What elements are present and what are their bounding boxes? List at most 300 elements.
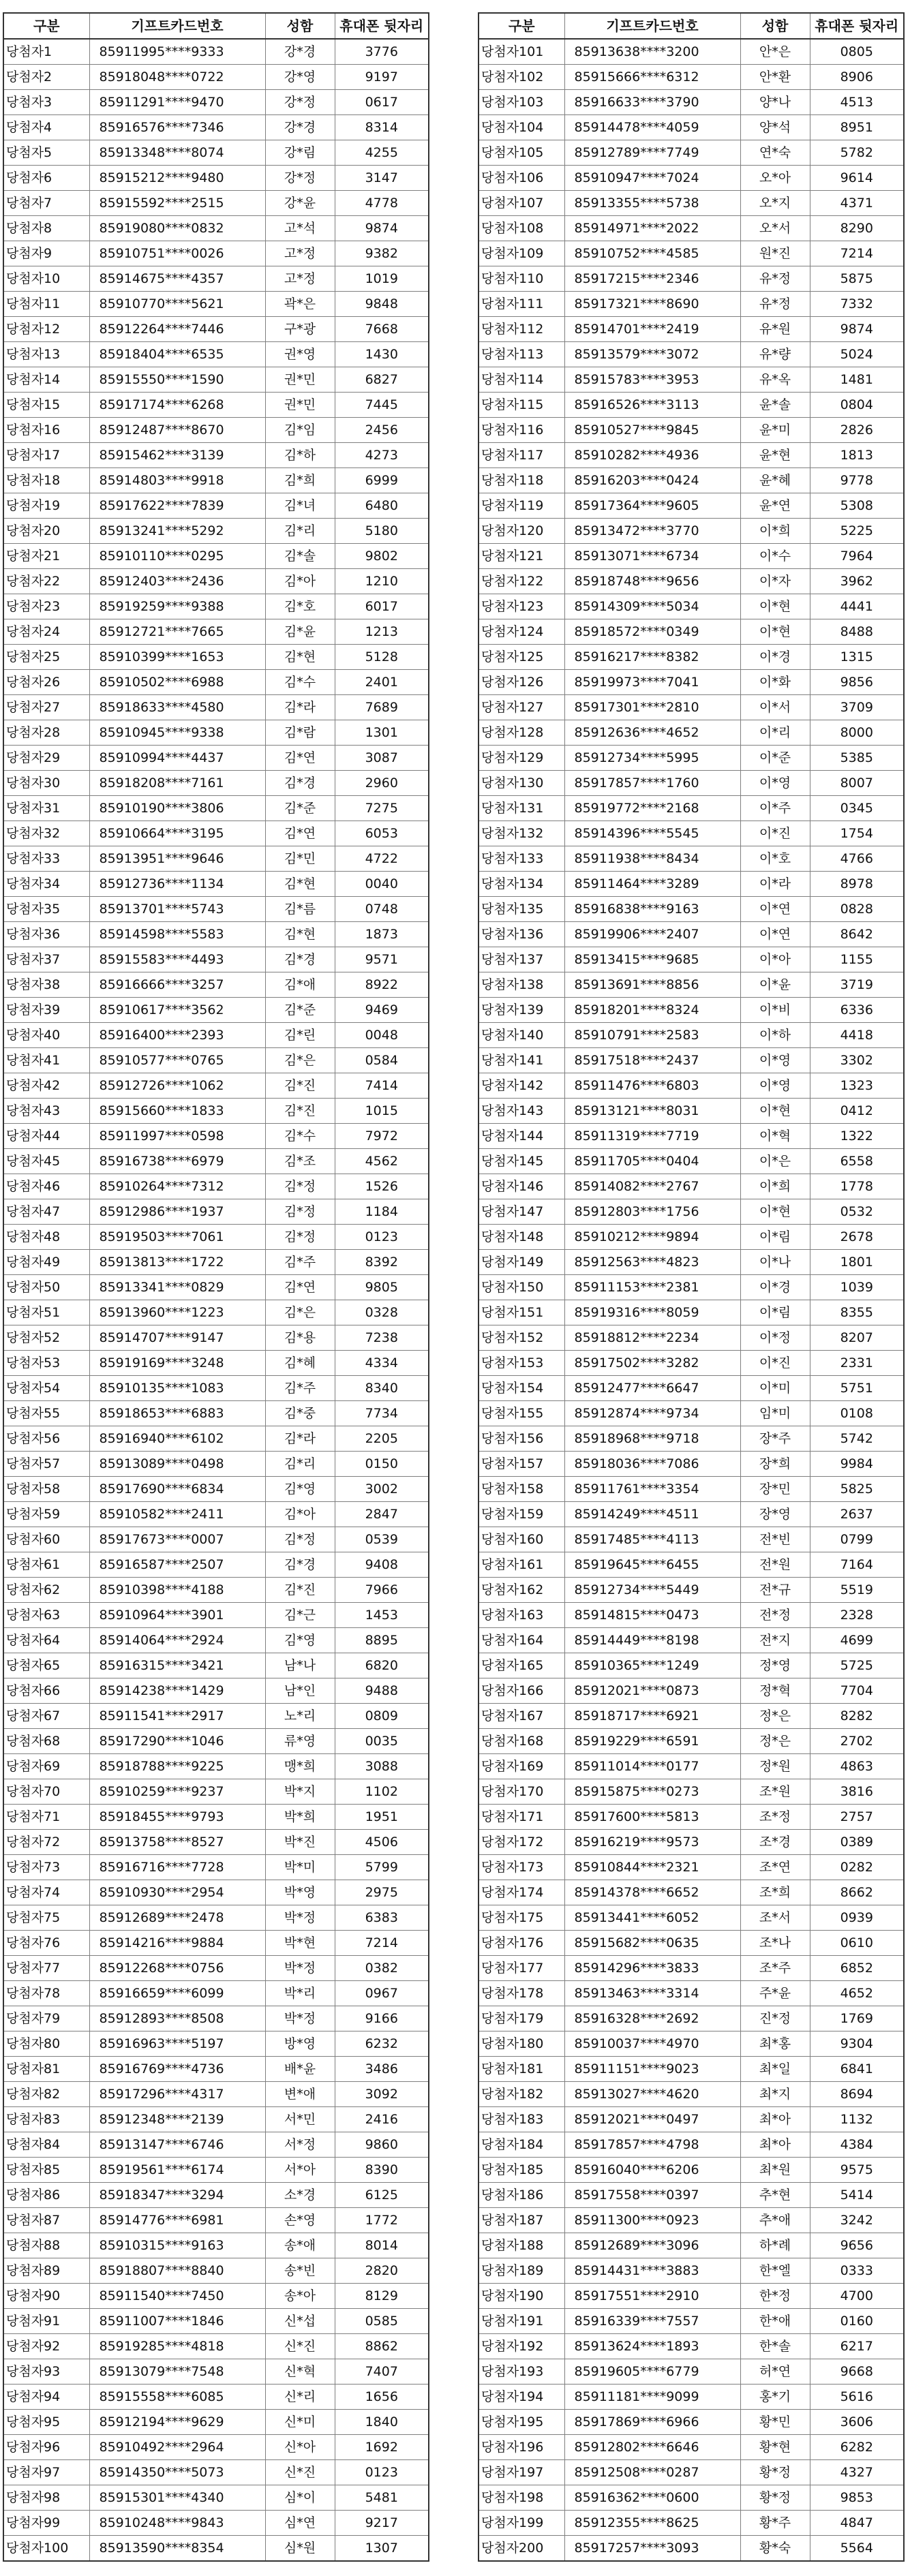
phone-last-digits: 5225 [810,519,904,544]
phone-last-digits: 3776 [335,39,429,65]
giftcard-number: 85917622****7839 [89,493,265,519]
giftcard-number: 85918812****2234 [564,1325,740,1351]
giftcard-number: 85913079****7548 [89,2359,265,2385]
winner-name: 이*현 [740,594,810,619]
winner-label: 당첨자75 [3,1905,89,1931]
giftcard-number: 85912355****8625 [564,2511,740,2536]
winner-label: 당첨자113 [479,342,564,367]
giftcard-number: 85916362****0600 [564,2485,740,2511]
winner-name: 오*지 [740,191,810,216]
winner-name: 김*혜 [265,1351,335,1376]
giftcard-number: 85917558****0397 [564,2183,740,2208]
winner-label: 당첨자159 [479,1502,564,1527]
winner-label: 당첨자117 [479,443,564,468]
winner-label: 당첨자162 [479,1578,564,1603]
table-row [479,1981,904,2006]
giftcard-number: 85911153****2381 [564,1275,740,1300]
winner-label: 당첨자175 [479,1905,564,1931]
phone-last-digits: 5385 [810,746,904,771]
winner-name: 김*리 [265,1452,335,1477]
winner-name: 남*인 [265,1678,335,1704]
winner-name: 홍*기 [740,2385,810,2410]
winner-name: 이*자 [740,569,810,594]
winner-name: 권*영 [265,342,335,367]
winner-label: 당첨자58 [3,1477,89,1502]
table-row [479,846,904,872]
table-row [3,191,429,216]
table-row [3,1376,429,1401]
giftcard-number: 85918404****6535 [89,342,265,367]
winner-label: 당첨자15 [3,393,89,418]
winner-label: 당첨자151 [479,1300,564,1325]
table-row [3,1502,429,1527]
table-row [3,796,429,821]
giftcard-number: 85916217****8382 [564,645,740,670]
table-row [3,1023,429,1048]
table-row [3,1628,429,1653]
winner-name: 한*솔 [740,2334,810,2359]
giftcard-number: 85912721****7665 [89,619,265,645]
phone-last-digits: 2702 [810,1729,904,1754]
giftcard-number: 85919316****8059 [564,1300,740,1325]
winner-name: 박*현 [265,1931,335,1956]
giftcard-number: 85911300****0923 [564,2208,740,2233]
winner-label: 당첨자130 [479,771,564,796]
table-row [479,241,904,266]
phone-last-digits: 9304 [810,2031,904,2057]
giftcard-number: 85918455****9793 [89,1805,265,1830]
table-row [479,1603,904,1628]
table-row [479,1073,904,1099]
table-row [479,2031,904,2057]
winner-label: 당첨자155 [479,1401,564,1426]
giftcard-number: 85917257****3093 [564,2536,740,2562]
phone-last-digits: 1015 [335,1099,429,1124]
table-row [479,2536,904,2562]
winner-label: 당첨자145 [479,1149,564,1174]
winner-label: 당첨자57 [3,1452,89,1477]
phone-last-digits: 4273 [335,443,429,468]
winner-name: 조*희 [740,1880,810,1905]
winner-label: 당첨자11 [3,292,89,317]
winner-name: 김*은 [265,1048,335,1073]
winner-name: 장*주 [740,1426,810,1452]
table-row [479,1779,904,1805]
phone-last-digits: 0532 [810,1199,904,1225]
header-category: 구분 [3,13,89,39]
table-row [479,1124,904,1149]
giftcard-number: 85918048****0722 [89,65,265,90]
winner-name: 이*리 [740,720,810,746]
phone-last-digits: 4562 [335,1149,429,1174]
table-row [479,695,904,720]
winner-name: 박*지 [265,1779,335,1805]
phone-last-digits: 4778 [335,191,429,216]
winner-name: 김*경 [265,947,335,972]
winner-label: 당첨자87 [3,2208,89,2233]
winner-label: 당첨자197 [479,2460,564,2485]
giftcard-number: 85910930****2954 [89,1880,265,1905]
giftcard-number: 85914082****2767 [564,1174,740,1199]
giftcard-number: 85913691****8856 [564,972,740,998]
phone-last-digits: 7972 [335,1124,429,1149]
table-row [3,619,429,645]
winner-name: 진*정 [740,2006,810,2031]
phone-last-digits: 9408 [335,1552,429,1578]
giftcard-number: 85910248****9843 [89,2511,265,2536]
winner-label: 당첨자47 [3,1199,89,1225]
winner-label: 당첨자90 [3,2284,89,2309]
phone-last-digits: 2637 [810,1502,904,1527]
phone-last-digits: 6217 [810,2334,904,2359]
giftcard-number: 85912736****1134 [89,872,265,897]
table-row [3,1981,429,2006]
table-row [3,1426,429,1452]
phone-last-digits: 1430 [335,342,429,367]
header-phone-last-digits: 휴대폰 뒷자리 [810,13,904,39]
table-row [3,998,429,1023]
table-row [3,2132,429,2158]
giftcard-number: 85914707****9147 [89,1325,265,1351]
winner-label: 당첨자94 [3,2385,89,2410]
phone-last-digits: 1155 [810,947,904,972]
winner-label: 당첨자84 [3,2132,89,2158]
winner-label: 당첨자190 [479,2284,564,2309]
winner-name: 김*현 [265,872,335,897]
winner-name: 강*정 [265,166,335,191]
winner-label: 당첨자29 [3,746,89,771]
table-row [479,1099,904,1124]
giftcard-number: 85914396****5545 [564,821,740,846]
winner-name: 이*현 [740,1199,810,1225]
winner-name: 이*나 [740,1250,810,1275]
winner-label: 당첨자166 [479,1678,564,1704]
winner-name: 김*린 [265,1023,335,1048]
giftcard-number: 85914431****3883 [564,2258,740,2284]
table-row [3,872,429,897]
table-row [3,140,429,166]
winner-label: 당첨자49 [3,1250,89,1275]
winner-name: 신*리 [265,2385,335,2410]
phone-last-digits: 1873 [335,922,429,947]
winner-label: 당첨자176 [479,1931,564,1956]
table-row [479,2385,904,2410]
giftcard-number: 85919259****9388 [89,594,265,619]
winner-name: 김*정 [265,1199,335,1225]
table-row [479,1426,904,1452]
table-row [3,1048,429,1073]
winner-name: 송*빈 [265,2258,335,2284]
giftcard-number: 85913147****6746 [89,2132,265,2158]
winner-name: 심*연 [265,2511,335,2536]
phone-last-digits: 3486 [335,2057,429,2082]
table-row [3,1452,429,1477]
giftcard-number: 85912021****0497 [564,2107,740,2132]
winner-name: 강*윤 [265,191,335,216]
phone-last-digits: 3147 [335,166,429,191]
phone-last-digits: 0048 [335,1023,429,1048]
winner-name: 김*주 [265,1250,335,1275]
phone-last-digits: 1307 [335,2536,429,2562]
winner-name: 조*나 [740,1931,810,1956]
phone-last-digits: 6017 [335,594,429,619]
winner-label: 당첨자189 [479,2258,564,2284]
winner-name: 한*정 [740,2284,810,2309]
winner-name: 김*조 [265,1149,335,1174]
winner-name: 고*정 [265,241,335,266]
giftcard-number: 85915301****4340 [89,2485,265,2511]
giftcard-number: 85912689****3096 [564,2233,740,2258]
winner-label: 당첨자143 [479,1099,564,1124]
winner-name: 김*정 [265,1225,335,1250]
table-row [479,1754,904,1779]
winner-label: 당첨자186 [479,2183,564,2208]
table-row [3,821,429,846]
table-row [3,1880,429,1905]
winner-name: 박*리 [265,1981,335,2006]
table-row [3,594,429,619]
winner-name: 조*연 [740,1855,810,1880]
phone-last-digits: 6480 [335,493,429,519]
winner-label: 당첨자108 [479,216,564,241]
phone-last-digits: 3002 [335,1477,429,1502]
table-row [479,1149,904,1174]
winner-label: 당첨자52 [3,1325,89,1351]
table-row [479,1628,904,1653]
table-row [3,266,429,292]
table-row [3,2359,429,2385]
table-row [479,544,904,569]
phone-last-digits: 8978 [810,872,904,897]
phone-last-digits: 3606 [810,2410,904,2435]
winner-name: 전*규 [740,1578,810,1603]
winner-label: 당첨자63 [3,1603,89,1628]
table-row [3,1477,429,1502]
phone-last-digits: 1778 [810,1174,904,1199]
giftcard-number: 85914776****6981 [89,2208,265,2233]
winner-label: 당첨자115 [479,393,564,418]
table-row [3,367,429,393]
giftcard-number: 85914249****4511 [564,1502,740,1527]
phone-last-digits: 9488 [335,1678,429,1704]
winner-name: 조*정 [740,1805,810,1830]
phone-last-digits: 8922 [335,972,429,998]
table-row [479,39,904,65]
winner-label: 당첨자66 [3,1678,89,1704]
winner-label: 당첨자32 [3,821,89,846]
giftcard-number: 85918633****4580 [89,695,265,720]
phone-last-digits: 0539 [335,1527,429,1552]
phone-last-digits: 8862 [335,2334,429,2359]
winner-name: 이*영 [740,1073,810,1099]
phone-last-digits: 0584 [335,1048,429,1073]
giftcard-number: 85913638****3200 [564,39,740,65]
winner-label: 당첨자77 [3,1956,89,1981]
winner-name: 김*용 [265,1325,335,1351]
phone-last-digits: 2401 [335,670,429,695]
winner-name: 노*리 [265,1704,335,1729]
winner-label: 당첨자188 [479,2233,564,2258]
phone-last-digits: 8906 [810,65,904,90]
giftcard-number: 85917502****3282 [564,1351,740,1376]
table-row [3,317,429,342]
giftcard-number: 85911540****7450 [89,2284,265,2309]
phone-last-digits: 8014 [335,2233,429,2258]
winner-name: 김*리 [265,519,335,544]
winner-name: 연*숙 [740,140,810,166]
giftcard-number: 85910398****4188 [89,1578,265,1603]
phone-last-digits: 1102 [335,1779,429,1805]
phone-last-digits: 9382 [335,241,429,266]
winner-label: 당첨자165 [479,1653,564,1678]
winner-label: 당첨자55 [3,1401,89,1426]
winner-label: 당첨자148 [479,1225,564,1250]
winner-label: 당첨자132 [479,821,564,846]
giftcard-number: 85916315****3421 [89,1653,265,1678]
table-row [3,1174,429,1199]
phone-last-digits: 8000 [810,720,904,746]
giftcard-number: 85918748****9656 [564,569,740,594]
winner-name: 김*람 [265,720,335,746]
header-phone-last-digits: 휴대폰 뒷자리 [335,13,429,39]
winner-name: 이*혁 [740,1124,810,1149]
giftcard-number: 85912487****8670 [89,418,265,443]
phone-last-digits: 0160 [810,2309,904,2334]
winner-name: 황*정 [740,2485,810,2511]
giftcard-number: 85916576****7346 [89,115,265,140]
winner-label: 당첨자122 [479,569,564,594]
table-row [479,1477,904,1502]
winner-name: 전*원 [740,1552,810,1578]
winner-label: 당첨자106 [479,166,564,191]
winner-name: 추*애 [740,2208,810,2233]
winner-name: 류*영 [265,1729,335,1754]
winner-label: 당첨자36 [3,922,89,947]
phone-last-digits: 3242 [810,2208,904,2233]
giftcard-number: 85911476****6803 [564,1073,740,1099]
giftcard-number: 85912636****4652 [564,720,740,746]
phone-last-digits: 3709 [810,695,904,720]
giftcard-number: 85918717****6921 [564,1704,740,1729]
winner-name: 강*영 [265,65,335,90]
table-row [479,1729,904,1754]
phone-last-digits: 7414 [335,1073,429,1099]
giftcard-number: 85911291****9470 [89,90,265,115]
phone-last-digits: 4384 [810,2132,904,2158]
phone-last-digits: 0389 [810,1830,904,1855]
giftcard-number: 85910945****9338 [89,720,265,746]
table-row [3,1124,429,1149]
phone-last-digits: 1210 [335,569,429,594]
giftcard-number: 85911541****2917 [89,1704,265,1729]
phone-last-digits: 8895 [335,1628,429,1653]
giftcard-number: 85914296****3833 [564,1956,740,1981]
phone-last-digits: 2678 [810,1225,904,1250]
table-header-row [479,13,904,39]
table-row [3,2435,429,2460]
winner-name: 고*석 [265,216,335,241]
giftcard-number: 85910259****9237 [89,1779,265,1805]
winner-name: 정*원 [740,1754,810,1779]
table-row [479,65,904,90]
phone-last-digits: 8951 [810,115,904,140]
giftcard-number: 85918347****3294 [89,2183,265,2208]
phone-last-digits: 0040 [335,872,429,897]
table-row [479,720,904,746]
winner-label: 당첨자4 [3,115,89,140]
phone-last-digits: 8207 [810,1325,904,1351]
giftcard-number: 85910264****7312 [89,1174,265,1199]
winner-label: 당첨자182 [479,2082,564,2107]
table-row [3,1225,429,1250]
phone-last-digits: 8662 [810,1880,904,1905]
giftcard-number: 85917296****4317 [89,2082,265,2107]
winner-name: 강*경 [265,115,335,140]
winner-label: 당첨자98 [3,2485,89,2511]
winner-label: 당첨자3 [3,90,89,115]
table-row [479,1199,904,1225]
table-row [479,1855,904,1880]
winner-label: 당첨자43 [3,1099,89,1124]
winner-name: 윤*연 [740,493,810,519]
table-row [3,39,429,65]
winner-name: 조*주 [740,1956,810,1981]
giftcard-number: 85915783****3953 [564,367,740,393]
giftcard-number: 85914815****0473 [564,1603,740,1628]
winner-name: 김*정 [265,1527,335,1552]
table-row [3,645,429,670]
giftcard-number: 85912734****5995 [564,746,740,771]
table-row [479,1250,904,1275]
phone-last-digits: 5308 [810,493,904,519]
winner-label: 당첨자149 [479,1250,564,1275]
winner-label: 당첨자71 [3,1805,89,1830]
winner-name: 김*수 [265,1124,335,1149]
table-row [3,1552,429,1578]
winner-label: 당첨자16 [3,418,89,443]
giftcard-number: 85913241****5292 [89,519,265,544]
giftcard-number: 85915875****0273 [564,1779,740,1805]
winner-name: 김*윤 [265,619,335,645]
winner-name: 안*환 [740,65,810,90]
winner-name: 김*라 [265,695,335,720]
winner-label: 당첨자95 [3,2410,89,2435]
header-giftcard-number: 기프트카드번호 [89,13,265,39]
table-row [3,166,429,191]
winner-name: 최*홍 [740,2031,810,2057]
table-row [479,2233,904,2258]
phone-last-digits: 0939 [810,1905,904,1931]
phone-last-digits: 5875 [810,266,904,292]
phone-last-digits: 1951 [335,1805,429,1830]
giftcard-number: 85916738****6979 [89,1149,265,1174]
winner-label: 당첨자76 [3,1931,89,1956]
giftcard-number: 85919645****6455 [564,1552,740,1578]
winner-name: 장*희 [740,1452,810,1477]
giftcard-number: 85913701****5743 [89,897,265,922]
phone-last-digits: 7445 [335,393,429,418]
winner-name: 이*화 [740,670,810,695]
giftcard-number: 85915666****6312 [564,65,740,90]
table-row [3,1073,429,1099]
winner-name: 전*빈 [740,1527,810,1552]
giftcard-number: 85914971****2022 [564,216,740,241]
winner-name: 송*아 [265,2284,335,2309]
table-row [479,998,904,1023]
winners-table-left [3,12,429,2562]
giftcard-number: 85918807****8840 [89,2258,265,2284]
table-row [3,897,429,922]
